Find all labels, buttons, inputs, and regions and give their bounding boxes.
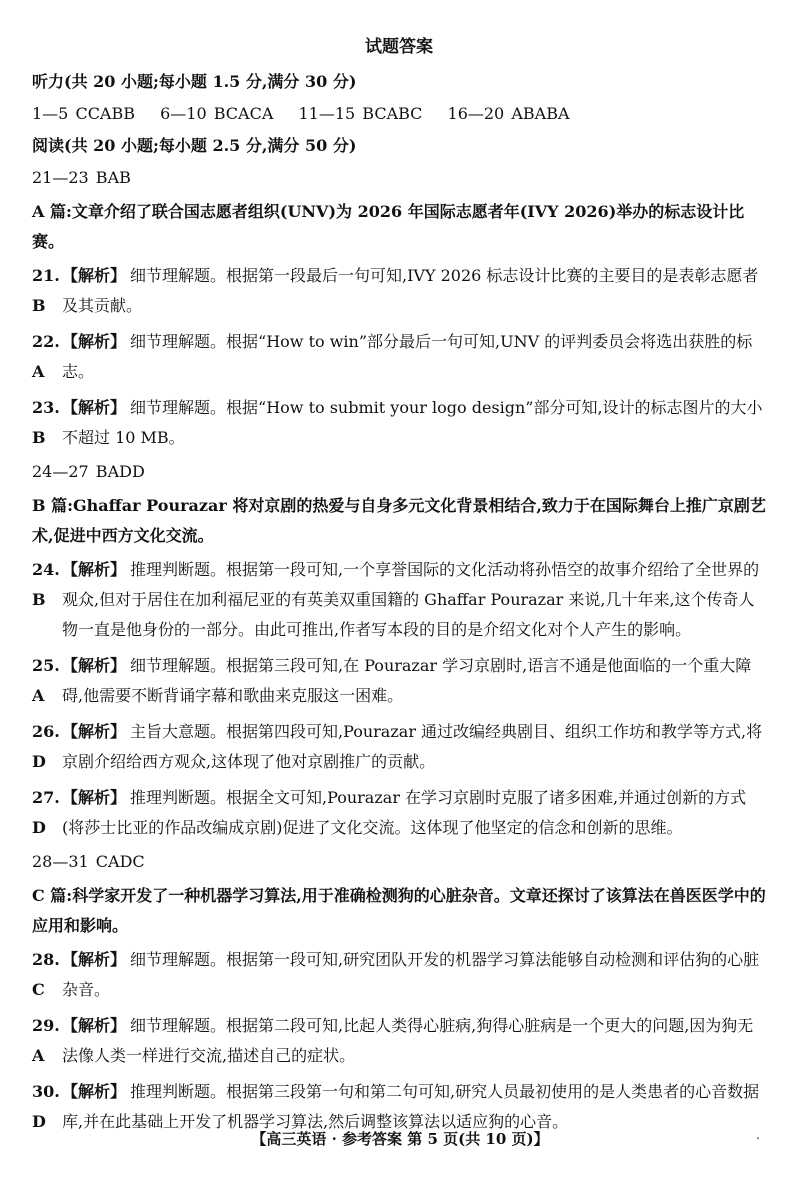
- explanation-item: [32, 651, 766, 711]
- analysis-tag: 【解析】: [62, 722, 127, 741]
- explanation-item: [32, 555, 766, 645]
- explanation-text: 推理判断题。根据全文可知,Pourazar 在学习京剧时克服了诸多困难,并通过创新的方式(将莎士比亚的作品改编成京剧)促进了文化交流。这体现了他坚定的信念和创新的思维。: [62, 788, 747, 837]
- analysis-tag: 【解析】: [62, 950, 127, 969]
- explanation-item: [32, 1011, 766, 1071]
- question-number: 27. D: [32, 788, 60, 837]
- answer-group: 11—15 BCABC: [298, 104, 423, 123]
- analysis-tag: 【解析】: [62, 398, 127, 417]
- question-number: 26. D: [32, 722, 60, 771]
- explanation-text: 细节理解题。根据第一段可知,研究团队开发的机器学习算法能够自动检测和评估狗的心脏杂音。: [62, 950, 760, 999]
- question-number: 23. B: [32, 398, 60, 447]
- analysis-tag: 【解析】: [62, 788, 127, 807]
- question-number: 29. A: [32, 1016, 60, 1065]
- answer-group: 16—20 ABABA: [447, 104, 570, 123]
- answers-c: 28—31 CADC: [32, 852, 145, 871]
- question-number: 21. B: [32, 266, 60, 315]
- page-footer: 【高三英语 · 参考答案 第 5 页(共 10 页)】: [251, 1130, 549, 1148]
- question-number: 24. B: [32, 560, 60, 609]
- answers-a: 21—23 BAB: [32, 168, 131, 187]
- analysis-tag: 【解析】: [62, 1082, 127, 1101]
- corner-mark: .: [756, 1128, 760, 1142]
- question-number: 28. C: [32, 950, 60, 999]
- explanation-text: 细节理解题。根据第一段最后一句可知,IVY 2026 标志设计比赛的主要目的是表彰志愿者及其贡献。: [62, 266, 759, 315]
- question-number: 22. A: [32, 332, 60, 381]
- analysis-tag: 【解析】: [62, 656, 127, 675]
- answers-b: 24—27 BADD: [32, 462, 145, 481]
- explanation-item: [32, 393, 766, 453]
- analysis-tag: 【解析】: [62, 266, 127, 285]
- explanation-text: 细节理解题。根据第三段可知,在 Pourazar 学习京剧时,语言不通是他面临的一个重大障碍,他需要不断背诵字幕和歌曲来克服这一困难。: [62, 656, 752, 705]
- answer-group: 1—5 CCABB: [32, 104, 135, 123]
- summary-a: A 篇:文章介绍了联合国志愿者组织(UNV)为 2026 年国际志愿者年(IVY 2026)举办的标志设计比赛。: [32, 202, 745, 251]
- reading-header: 阅读(共 20 小题;每小题 2.5 分,满分 50 分): [32, 136, 357, 155]
- explanation-item: [32, 945, 766, 1005]
- summary-c: C 篇:科学家开发了一种机器学习算法,用于准确检测狗的心脏杂音。文章还探讨了该算法在兽医医学中的应用和影响。: [32, 886, 766, 935]
- summary-b: B 篇:Ghaffar Pourazar 将对京剧的热爱与自身多元文化背景相结合,致力于在国际舞台上推广京剧艺术,促进中西方文化交流。: [32, 496, 766, 545]
- explanation-text: 细节理解题。根据第二段可知,比起人类得心脏病,狗得心脏病是一个更大的问题,因为狗无法像人类一样进行交流,描述自己的症状。: [62, 1016, 754, 1065]
- explanation-text: 细节理解题。根据“How to win”部分最后一句可知,UNV 的评判委员会将选出获胜的标志。: [62, 332, 753, 381]
- explanation-item: [32, 327, 766, 387]
- page-title: 试题答案: [365, 37, 433, 57]
- explanation-text: 主旨大意题。根据第四段可知,Pourazar 通过改编经典剧目、组织工作坊和教学等方式,将京剧介绍给西方观众,这体现了他对京剧推广的贡献。: [62, 722, 763, 771]
- explanation-text: 推理判断题。根据第一段可知,一个享誉国际的文化活动将孙悟空的故事介绍给了全世界的观众,但对于居住在加利福尼亚的有英美双重国籍的 Ghaffar Pourazar 来说,几十年来,这个传奇人物一直是他身份的一部分。由此可推出,作者写本段的目的是介绍文化对个人产生的影响。: [62, 560, 760, 639]
- question-number: 30. D: [32, 1082, 60, 1131]
- answer-group: 6—10 BCACA: [160, 104, 274, 123]
- analysis-tag: 【解析】: [62, 1016, 127, 1035]
- explanation-item: [32, 717, 766, 777]
- explanation-item: [32, 261, 766, 321]
- listening-answers: [32, 101, 766, 127]
- listening-header: 听力(共 20 小题;每小题 1.5 分,满分 30 分): [32, 72, 357, 91]
- explanation-text: 推理判断题。根据第三段第一句和第二句可知,研究人员最初使用的是人类患者的心音数据库,并在此基础上开发了机器学习算法,然后调整该算法以适应狗的心音。: [62, 1082, 760, 1131]
- analysis-tag: 【解析】: [62, 560, 127, 579]
- question-number: 25. A: [32, 656, 60, 705]
- analysis-tag: 【解析】: [62, 332, 127, 351]
- explanation-item: [32, 783, 766, 843]
- explanation-text: 细节理解题。根据“How to submit your logo design”部分可知,设计的标志图片的大小不超过 10 MB。: [62, 398, 763, 447]
